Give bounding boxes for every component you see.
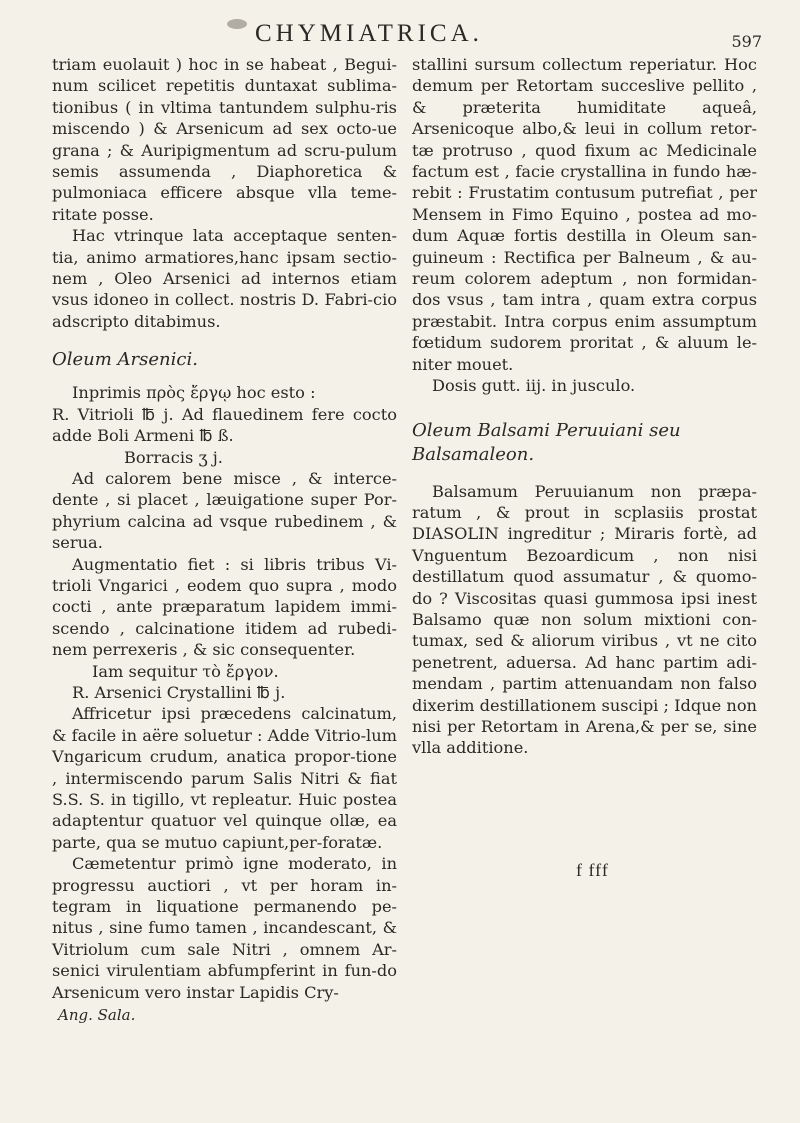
paragraph: Dosis gutt. iij. in jusculo. bbox=[432, 376, 636, 396]
recipe-line: R. Vitrioli ℔ j. Ad flauedinem fere cocto adde Boli Armeni ℔ ß. bbox=[52, 404, 397, 446]
recipe-line: Borracis ʒ j. bbox=[124, 447, 223, 467]
heading-line: Oleum Balsami Peruuiani seu bbox=[412, 419, 681, 441]
paragraph: Affricetur ipsi præcedens calcinatum, & facile in aëre soluetur : Adde Vitrio-lum Vngaricum crudum, anatica propor-tione , intermiscendo parum Salis Nitri & fiat S.S. S. in tigillo, vt repleatur. Huic postea adaptentur quatuor vel quinque ollæ, ea parte, qua se mutuo capiunt,per-foratæ. bbox=[52, 704, 397, 852]
signature-mark: f fff bbox=[576, 860, 609, 880]
paragraph: Inprimis πρὸς ἔργῳ hoc esto : bbox=[72, 383, 316, 403]
paragraph: triam euolauit ) hoc in se habeat , Begui-num scilicet repetitis duntaxat sublima-tionibus ( in vltima tantundem sulphu-ris miscendo ) & Arsenicum ad sex octo-ue grana ; & Auripigmentum ad scru-pulum semis assumenda , Diaphoretica & pulmoniaca efficere absque vlla teme-ritate posse. bbox=[52, 55, 397, 224]
running-title: CHYMIATRICA. bbox=[255, 20, 483, 47]
page-header bbox=[0, 18, 800, 54]
smudge-ornament-icon bbox=[222, 18, 252, 30]
paragraph: Balsamum Peruuianum non præpa-ratum , & prout in scplasiis prostat DIASOLIN ingreditur ; Miraris fortè, ad Vnguentum Bezoardicum , non nisi destillatum quod assumatur , & quomo-do ? Viscositas quasi gummosa ipsi inest Balsamo quæ non solum mixtioni con-tumax, sed & aliorum viribus , vt ne cito penetrent, aduersa. Ad hanc partim adi-mendam , partim attenuandam non falso dixerim destillationem suscipi ; Idque non nisi per Retortam in Arena,& per se, sine vlla additione. bbox=[412, 481, 757, 758]
paragraph: Augmentatio fiet : si libris tribus Vi-trioli Vngarici , eodem quo supra , modo cocti , ante præparatum lapidem immi-scendo , calcinatione itidem ad rubedi-nem perrexeris , & sic consequenter. bbox=[52, 554, 397, 660]
recipe-line: R. Arsenici Crystallini ℔ j. bbox=[72, 682, 286, 702]
paragraph: Ad calorem bene misce , & interce-dente , si placet , læuigatione super Por-phyrium calcina ad vsque rubedinem , & serua. bbox=[52, 468, 397, 553]
left-column bbox=[52, 54, 397, 1026]
paragraph: Cæmetentur primò igne moderato, in progressu auctiori , vt per horam in-tegram in liquatione permanendo pe-nitus , sine fumo tamen , incandescant, & Vitriolum cum sale Nitri , omnem Ar-senici virulentiam abfumpferint in fun-do Arsenicum vero instar Lapidis Cry- bbox=[52, 854, 397, 1002]
paragraph: stallini sursum collectum reperiatur. Hoc demum per Retortam succeslive pellito , & præterita humiditate aqueâ, Arsenicoque albo,& leui in collum retor-tæ protruso , quod fixum ac Medicinale factum est , facie crystallina in fundo hæ-rebit : Frustatim contusum putrefiat , per Mensem in Fimo Equino , postea ad mo-dum Aquæ fortis destilla in Oleum san-guineum : Rectifica per Balneum , & au-reum colorem adeptum , non formidan-dos vsus , tam intra , quam extra corpus præstabit. Intra corpus enim assumptum fœtidum sudorem proritat , & aluum le-niter mouet. bbox=[412, 55, 757, 374]
section-heading-oleum-arsenici: Oleum Arsenici. bbox=[52, 349, 198, 371]
catchword: Ang. Sala. bbox=[58, 1006, 136, 1025]
right-column bbox=[412, 54, 757, 759]
page-number: 597 bbox=[731, 32, 762, 51]
section-heading-oleum-balsami bbox=[412, 419, 757, 467]
heading-line: Balsamaleon. bbox=[412, 443, 535, 465]
paragraph: Iam sequitur τὸ ἔργον. bbox=[92, 661, 279, 681]
paragraph: Hac vtrinque lata acceptaque senten-tia, animo armatiores,hanc ipsam sectio-nem , Oleo Arsenici ad internos etiam vsus idoneo in collect. nostris D. Fabri-cio adscripto ditabimus. bbox=[52, 226, 397, 331]
